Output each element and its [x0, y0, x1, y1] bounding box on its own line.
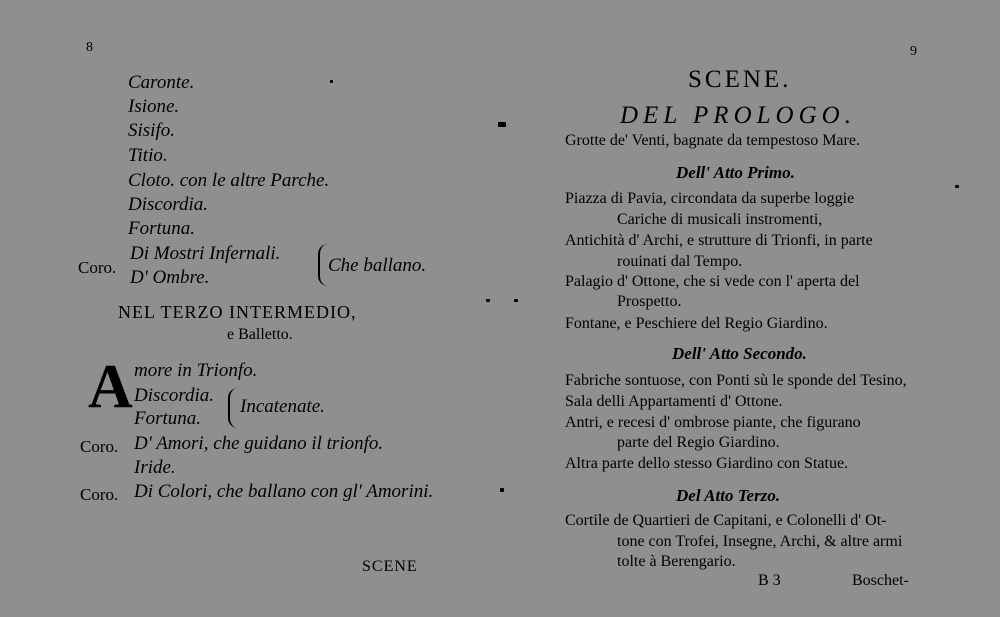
intermedio-title: NEL TERZO INTERMEDIO, — [118, 302, 357, 322]
scan-speck — [486, 299, 490, 302]
character-line: Isione. — [128, 96, 180, 117]
text-line: parte del Regio Giardino. — [617, 434, 780, 451]
text-line: Cortile de Quartieri de Capitani, e Colonelli d' Ot- — [565, 512, 887, 529]
right-page — [500, 0, 1000, 617]
text-line: Cariche di musicali instromenti, — [617, 211, 823, 228]
text-line: Grotte de' Venti, bagnate da tempestoso Mare. — [565, 132, 860, 149]
character-line: Caronte. — [128, 72, 195, 93]
character-line: Sisifo. — [128, 120, 175, 141]
atto-primo-heading: Dell' Atto Primo. — [676, 163, 795, 182]
drop-cap: A — [88, 353, 133, 421]
signature-mark: B 3 — [758, 572, 781, 589]
coro-line: Di Colori, che ballano con gl' Amorini. — [134, 481, 434, 502]
group-note: Incatenate. — [240, 396, 325, 417]
intermedio-subtitle: e Balletto. — [227, 326, 293, 343]
text-line: Palagio d' Ottone, che si vede con l' aperta del — [565, 273, 860, 290]
text-line: Sala delli Appartamenti d' Ottone. — [565, 393, 783, 410]
iride-line: Iride. — [134, 457, 176, 478]
group-line: Fortuna. — [134, 408, 202, 429]
scan-speck — [955, 185, 959, 188]
text-line: Antri, e recesi d' ombrose piante, che figurano — [565, 414, 861, 431]
group-line: Discordia. — [134, 385, 215, 406]
character-line: Fortuna. — [128, 218, 196, 239]
coro-label: Coro. — [80, 437, 119, 456]
text-line: tone con Trofei, Insegne, Archi, & altre armi — [617, 533, 903, 550]
coro-line: D' Amori, che guidano il trionfo. — [134, 433, 384, 454]
page-number-right: 9 — [910, 44, 917, 59]
scene-title: SCENE. — [688, 66, 792, 93]
scan-speck — [330, 80, 333, 83]
text-line: Antichità d' Archi, e strutture di Trionfi, in parte — [565, 232, 873, 249]
catchword-left: SCENE — [362, 558, 418, 575]
text-line: rouinati dal Tempo. — [617, 253, 743, 270]
character-line: Cloto. con le altre Parche. — [128, 170, 330, 191]
coro-group-line: D' Ombre. — [130, 267, 210, 288]
scan-speck — [500, 488, 504, 492]
atto-secondo-heading: Dell' Atto Secondo. — [672, 344, 807, 363]
text-line: Prospetto. — [617, 293, 682, 310]
text-line: Piazza di Pavia, circondata da superbe loggie — [565, 190, 855, 207]
brace — [318, 244, 328, 286]
page-number-left: 8 — [86, 40, 93, 55]
brace — [228, 388, 238, 428]
atto-terzo-heading: Del Atto Terzo. — [676, 486, 781, 505]
text-line: tolte à Berengario. — [617, 553, 736, 570]
character-line: Titio. — [128, 145, 168, 166]
character-line: Discordia. — [128, 194, 209, 215]
catchword-right: Boschet- — [852, 572, 909, 589]
coro-label: Coro. — [80, 485, 119, 504]
coro-label: Coro. — [78, 258, 117, 277]
text-line: Fontane, e Peschiere del Regio Giardino. — [565, 315, 828, 332]
scan-speck — [514, 299, 518, 302]
scan-speck — [498, 122, 506, 127]
text-line: Fabriche sontuose, con Ponti sù le sponde del Tesino, — [565, 372, 907, 389]
amore-line: more in Trionfo. — [134, 360, 258, 381]
text-line: Altra parte dello stesso Giardino con Statue. — [565, 455, 849, 472]
coro-group-note: Che ballano. — [328, 255, 427, 276]
coro-group-line: Di Mostri Infernali. — [130, 243, 281, 264]
prologo-heading: DEL PROLOGO. — [620, 102, 856, 129]
